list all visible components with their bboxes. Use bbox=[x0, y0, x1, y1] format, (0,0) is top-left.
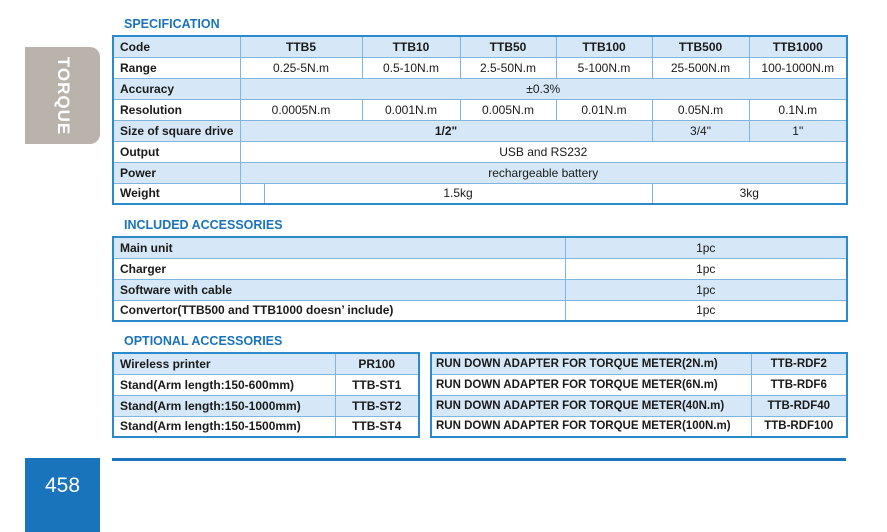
model-name: TTB1000 bbox=[749, 36, 847, 57]
specification-title: SPECIFICATION bbox=[124, 17, 220, 31]
accessory-qty: 1pc bbox=[565, 279, 847, 300]
accessory-name: Stand(Arm length:150-600mm) bbox=[113, 374, 335, 395]
spec-value: 0.01N.m bbox=[556, 99, 652, 120]
spec-value: 0.001N.m bbox=[362, 99, 460, 120]
list-item bbox=[113, 300, 847, 321]
accessory-code: TTB-RDF2 bbox=[751, 353, 847, 374]
accessory-qty: 1pc bbox=[565, 237, 847, 258]
accessory-code: TTB-ST4 bbox=[335, 416, 419, 437]
empty-cell bbox=[240, 183, 264, 204]
spec-row-accuracy bbox=[113, 78, 847, 99]
spec-value: 0.25-5N.m bbox=[240, 57, 362, 78]
spec-row-square-drive bbox=[113, 120, 847, 141]
spec-value: 1.5kg bbox=[264, 183, 652, 204]
spec-value: 1" bbox=[749, 120, 847, 141]
accessory-name: Wireless printer bbox=[113, 353, 335, 374]
accessory-code: PR100 bbox=[335, 353, 419, 374]
accessory-name: Convertor(TTB500 and TTB1000 doesn’ include) bbox=[113, 300, 565, 321]
accessory-name: Stand(Arm length:150-1000mm) bbox=[113, 395, 335, 416]
accessory-name: Charger bbox=[113, 258, 565, 279]
spec-value: 2.5-50N.m bbox=[460, 57, 556, 78]
list-item bbox=[113, 237, 847, 258]
spec-value: USB and RS232 bbox=[240, 141, 847, 162]
optional-accessories-right-table bbox=[430, 352, 848, 438]
spec-row-code bbox=[113, 36, 847, 57]
footer-rule bbox=[112, 458, 846, 461]
accessory-name: RUN DOWN ADAPTER FOR TORQUE METER(2N.m) bbox=[431, 353, 751, 374]
page-number-box bbox=[25, 458, 100, 532]
spec-row-output bbox=[113, 141, 847, 162]
accessory-code: TTB-ST1 bbox=[335, 374, 419, 395]
list-item bbox=[113, 258, 847, 279]
spec-value: 0.0005N.m bbox=[240, 99, 362, 120]
accessory-code: TTB-RDF40 bbox=[751, 395, 847, 416]
model-name: TTB100 bbox=[556, 36, 652, 57]
spec-label: Weight bbox=[113, 183, 240, 204]
spec-value: 0.5-10N.m bbox=[362, 57, 460, 78]
spec-value: 1/2" bbox=[240, 120, 652, 141]
model-name: TTB5 bbox=[240, 36, 362, 57]
spec-value: 3/4" bbox=[652, 120, 749, 141]
list-item bbox=[431, 416, 847, 437]
list-item bbox=[113, 374, 419, 395]
accessory-name: RUN DOWN ADAPTER FOR TORQUE METER(40N.m) bbox=[431, 395, 751, 416]
accessory-name: RUN DOWN ADAPTER FOR TORQUE METER(100N.m) bbox=[431, 416, 751, 437]
included-accessories-title: INCLUDED ACCESSORIES bbox=[124, 218, 283, 232]
accessory-qty: 1pc bbox=[565, 258, 847, 279]
list-item bbox=[113, 353, 419, 374]
spec-label: Output bbox=[113, 141, 240, 162]
optional-accessories-left-table bbox=[112, 352, 420, 438]
spec-value: 25-500N.m bbox=[652, 57, 749, 78]
spec-row-weight bbox=[113, 183, 847, 204]
spec-value: 0.1N.m bbox=[749, 99, 847, 120]
list-item bbox=[113, 416, 419, 437]
accessory-name: Main unit bbox=[113, 237, 565, 258]
spec-value: 100-1000N.m bbox=[749, 57, 847, 78]
category-tab bbox=[25, 47, 100, 144]
spec-label: Power bbox=[113, 162, 240, 183]
accessory-code: TTB-RDF100 bbox=[751, 416, 847, 437]
spec-value: 0.005N.m bbox=[460, 99, 556, 120]
list-item bbox=[431, 395, 847, 416]
spec-row-resolution bbox=[113, 99, 847, 120]
accessory-code: TTB-RDF6 bbox=[751, 374, 847, 395]
spec-value: rechargeable battery bbox=[240, 162, 847, 183]
spec-value: 0.05N.m bbox=[652, 99, 749, 120]
accessory-name: Software with cable bbox=[113, 279, 565, 300]
accessory-name: Stand(Arm length:150-1500mm) bbox=[113, 416, 335, 437]
model-name: TTB10 bbox=[362, 36, 460, 57]
accessory-code: TTB-ST2 bbox=[335, 395, 419, 416]
spec-value: 5-100N.m bbox=[556, 57, 652, 78]
spec-row-range bbox=[113, 57, 847, 78]
included-accessories-table bbox=[112, 236, 848, 322]
specification-table bbox=[112, 35, 848, 205]
page-number: 458 bbox=[44, 474, 81, 497]
spec-label: Code bbox=[113, 36, 240, 57]
list-item bbox=[113, 279, 847, 300]
accessory-name: RUN DOWN ADAPTER FOR TORQUE METER(6N.m) bbox=[431, 374, 751, 395]
spec-value: ±0.3% bbox=[240, 78, 847, 99]
spec-label: Accuracy bbox=[113, 78, 240, 99]
list-item bbox=[113, 395, 419, 416]
spec-label: Size of square drive bbox=[113, 120, 240, 141]
list-item bbox=[431, 374, 847, 395]
spec-value: 3kg bbox=[652, 183, 847, 204]
spec-label: Resolution bbox=[113, 99, 240, 120]
spec-row-power bbox=[113, 162, 847, 183]
model-name: TTB50 bbox=[460, 36, 556, 57]
optional-accessories-title: OPTIONAL ACCESSORIES bbox=[124, 334, 283, 348]
list-item bbox=[431, 353, 847, 374]
category-tab-label: TORQUE bbox=[53, 56, 73, 135]
model-name: TTB500 bbox=[652, 36, 749, 57]
accessory-qty: 1pc bbox=[565, 300, 847, 321]
spec-label: Range bbox=[113, 57, 240, 78]
